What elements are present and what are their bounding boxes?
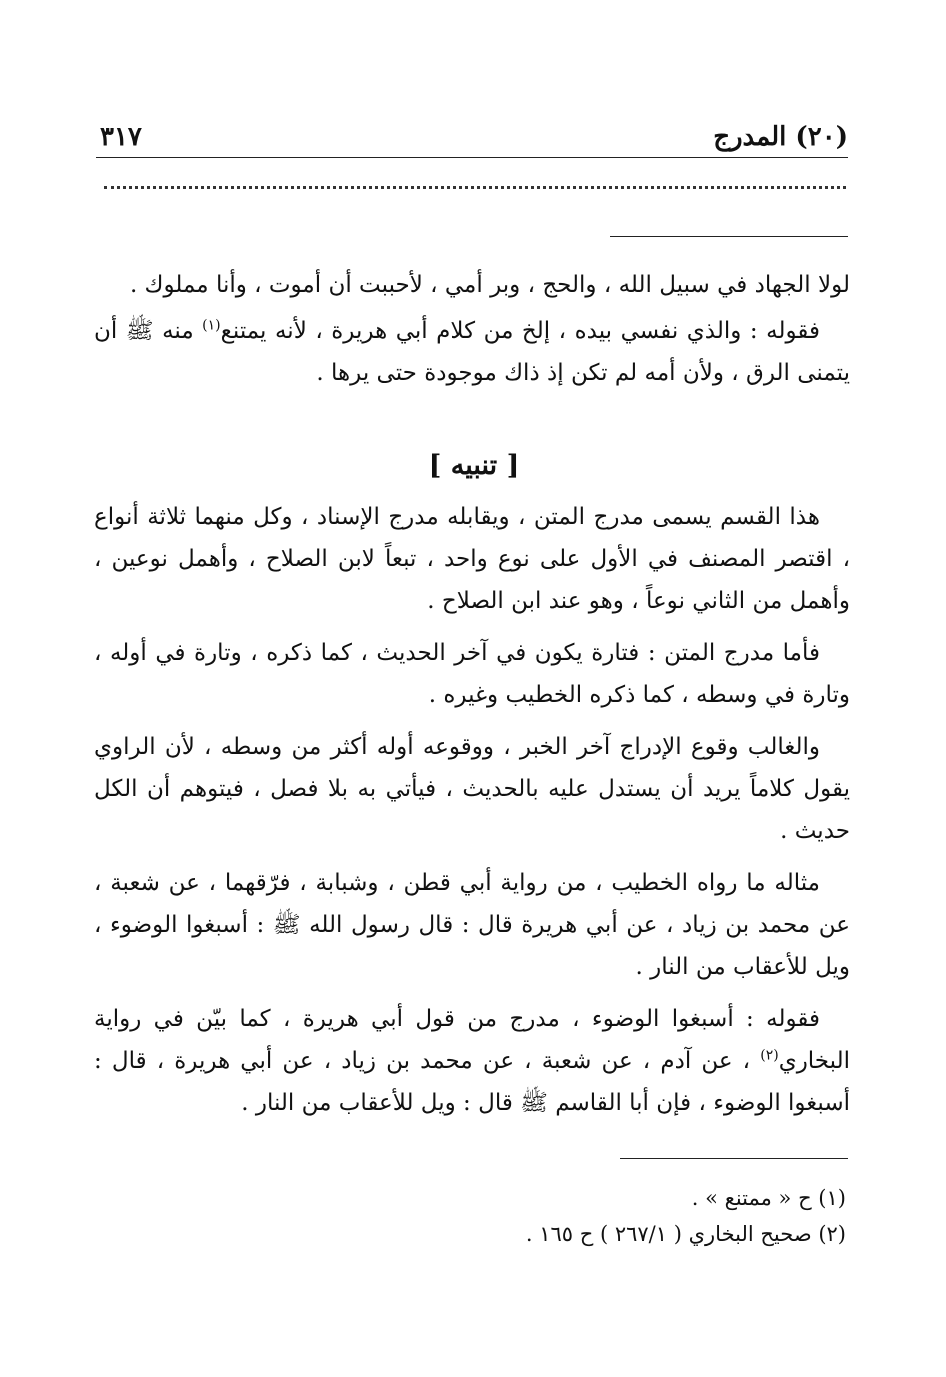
- paragraph-2: فأما مدرج المتن : فتارة يكون في آخر الحديث ، كما ذكره ، وتارة في أوله ، وتارة في وسطه ، كما ذكره الخطيب وغيره .: [94, 640, 850, 708]
- ellipsis-separator: [104, 186, 846, 189]
- footnote-marker-1: (١): [202, 317, 221, 334]
- main-text-block: [94, 496, 850, 1124]
- paragraph-3: والغالب وقوع الإدراج آخر الخبر ، ووقوعه أوله أكثر من وسطه ، لأن الراوي يقول كلاماً يريد أن يستدل عليه بالحديث ، فيأتي به بلا فصل ، فيتوهم أن الكل حديث .: [94, 734, 850, 844]
- footnote-1: (١) ح « ممتنع » .: [691, 1186, 846, 1210]
- page-number: ٣١٧: [100, 122, 142, 152]
- continued-text-block: [94, 264, 850, 394]
- footnote-marker-2: (٢): [760, 1047, 779, 1064]
- section-heading: [ تنبيه ]: [428, 450, 520, 481]
- commentary-text-a: فقوله : والذي نفسي بيده ، إلخ من كلام أبي هريرة ، لأنه يمتنع: [220, 318, 820, 344]
- footnote-2: (٢) صحيح البخاري ( ٢٦٧/١ ) ح ١٦٥ .: [525, 1222, 846, 1246]
- chapter-title: (٢٠) المدرج: [713, 122, 848, 152]
- commentary-paragraph: [94, 310, 850, 394]
- paragraph-5: [94, 998, 850, 1124]
- paragraph-5-text-a: فقوله : أسبغوا الوضوء ، مدرج من قول أبي هريرة ، كما بيّن في رواية البخاري: [94, 1006, 850, 1074]
- commentary-text-b: منه ﷺ أن يتمنى الرق ، ولأن أمه لم تكن إذ ذاك موجودة حتى يرها .: [94, 318, 850, 386]
- header-rule: [96, 157, 848, 158]
- continued-line: لولا الجهاد في سبيل الله ، والحج ، وبر أمي ، لأحببت أن أموت ، وأنا مملوك .: [129, 272, 850, 298]
- footnote-rule: [620, 1158, 848, 1159]
- paragraph-5-text-b: ، عن آدم ، عن شعبة ، عن محمد بن زياد ، عن أبي هريرة ، قال : أسبغوا الوضوء ، فإن أبا القاسم ﷺ قال : ويل للأعقاب من النار .: [94, 1048, 850, 1116]
- footnotes: [106, 1180, 846, 1252]
- continuation-rule: [610, 236, 848, 237]
- paragraph-4: مثاله ما رواه الخطيب ، من رواية أبي قطن ، وشبابة ، فرّقهما ، عن شعبة ، عن محمد بن زياد ، عن أبي هريرة قال : قال رسول الله ﷺ : أسبغوا الوضوء ، ويل للأعقاب من النار .: [94, 870, 850, 980]
- paragraph-1: هذا القسم يسمى مدرج المتن ، ويقابله مدرج الإسناد ، وكل منهما ثلاثة أنواع ، اقتصر المصنف في الأول على نوع واحد ، تبعاً لابن الصلاح ، وأهمل نوعين ، وأهمل من الثاني نوعاً ، وهو عند ابن الصلاح .: [94, 504, 850, 614]
